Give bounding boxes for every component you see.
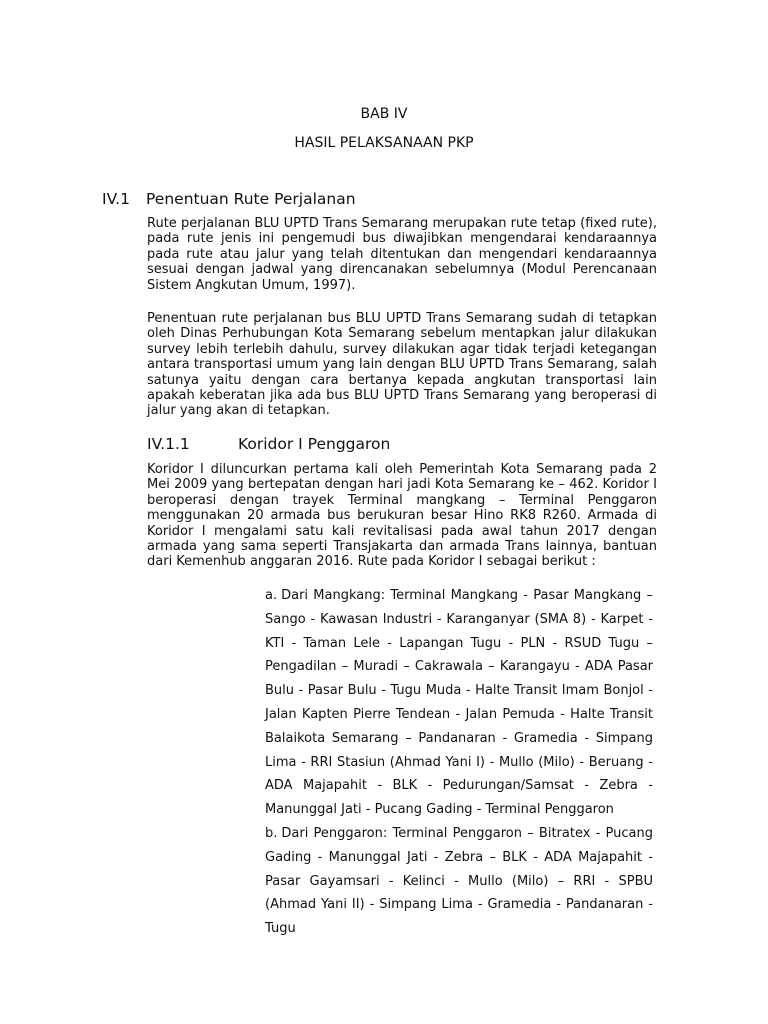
subsection-paragraph: Koridor I diluncurkan pertama kali oleh Pemerintah Kota Semarang pada 2 Mei 2009 yang bertepatan dengan hari jadi Kota Semarang ke – 462. Koridor I beroperasi dengan trayek Terminal mangkang – Terminal Penggaron menggunakan 20 armada bus berukuran besar Hino RK8 R260. Armada di Koridor I mengalami satu kali revitalisasi pada awal tahun 2017 dengan armada yang sama seperti Transjakarta dan armada Trans lainnya, bantuan dari Kemenhub anggaran 2016. Rute pada Koridor I sebagai berikut : — [147, 462, 657, 570]
paragraph-2: Penentuan rute perjalanan bus BLU UPTD Trans Semarang sudah di tetapkan oleh Dinas Perhubungan Kota Semarang sebelum mentapkan jalur dilakukan survey lebih terlebih dahulu, survey dilakukan agar tidak terjadi ketegangan antara transportasi umum yang lain dengan BLU UPTD Trans Semarang, salah satunya yaitu dengan cara bertanya kepada angkutan transportasi lain apakah keberatan jika ada bus BLU UPTD Trans Semarang yang beroperasi di jalur yang akan di tetapkan. — [147, 311, 657, 419]
route-item-b — [265, 822, 653, 941]
section-title: Penentuan Rute Perjalanan — [146, 190, 356, 208]
chapter-label: BAB IV — [360, 106, 408, 122]
route-marker: a. — [265, 588, 278, 603]
section-number: IV.1 — [102, 190, 130, 208]
subsection-heading — [147, 435, 390, 453]
section-heading — [102, 190, 356, 208]
subsection-title: Koridor I Penggaron — [238, 435, 391, 453]
subsection-number: IV.1.1 — [147, 435, 190, 453]
route-marker: b. — [265, 826, 278, 841]
chapter-title: HASIL PELAKSANAAN PKP — [294, 135, 474, 151]
paragraph-1: Rute perjalanan BLU UPTD Trans Semarang merupakan rute tetap (fixed rute), pada rute jenis ini pengemudi bus diwajibkan mengendarai kendaraannya pada rute atau jalur yang telah ditentukan dan mengendari kendaraannya sesuai dengan jadwal yang direncanakan sebelumnya (Modul Perencanaan Sistem Angkutan Umum, 1997). — [147, 216, 657, 293]
route-text: Dari Penggaron: Terminal Penggaron – Bitratex - Pucang Gading - Manunggal Jati - Zebra – BLK - ADA Majapahit - Pasar Gayamsari - Kelinci - Mullo (Milo) – RRI - SPBU (Ahmad Yani II) - Simpang Lima - Gramedia - Pandanaran - Tugu — [265, 826, 653, 937]
route-text: Dari Mangkang: Terminal Mangkang - Pasar Mangkang – Sango - Kawasan Industri - Karanganyar (SMA 8) - Karpet - KTI - Taman Lele - Lapangan Tugu - PLN - RSUD Tugu – Pengadilan – Muradi – Cakrawala – Karangayu - ADA Pasar Bulu - Pasar Bulu - Tugu Muda - Halte Transit Imam Bonjol - Jalan Kapten Pierre Tendean - Jalan Pemuda - Halte Transit Balaikota Semarang – Pandanaran - Gramedia - Simpang Lima - RRI Stasiun (Ahmad Yani I) - Mullo (Milo) - Beruang - ADA Majapahit - BLK - Pedurungan/Samsat - Zebra - Manunggal Jati - Pucang Gading - Terminal Penggaron — [265, 588, 653, 818]
route-item-a — [265, 584, 653, 822]
